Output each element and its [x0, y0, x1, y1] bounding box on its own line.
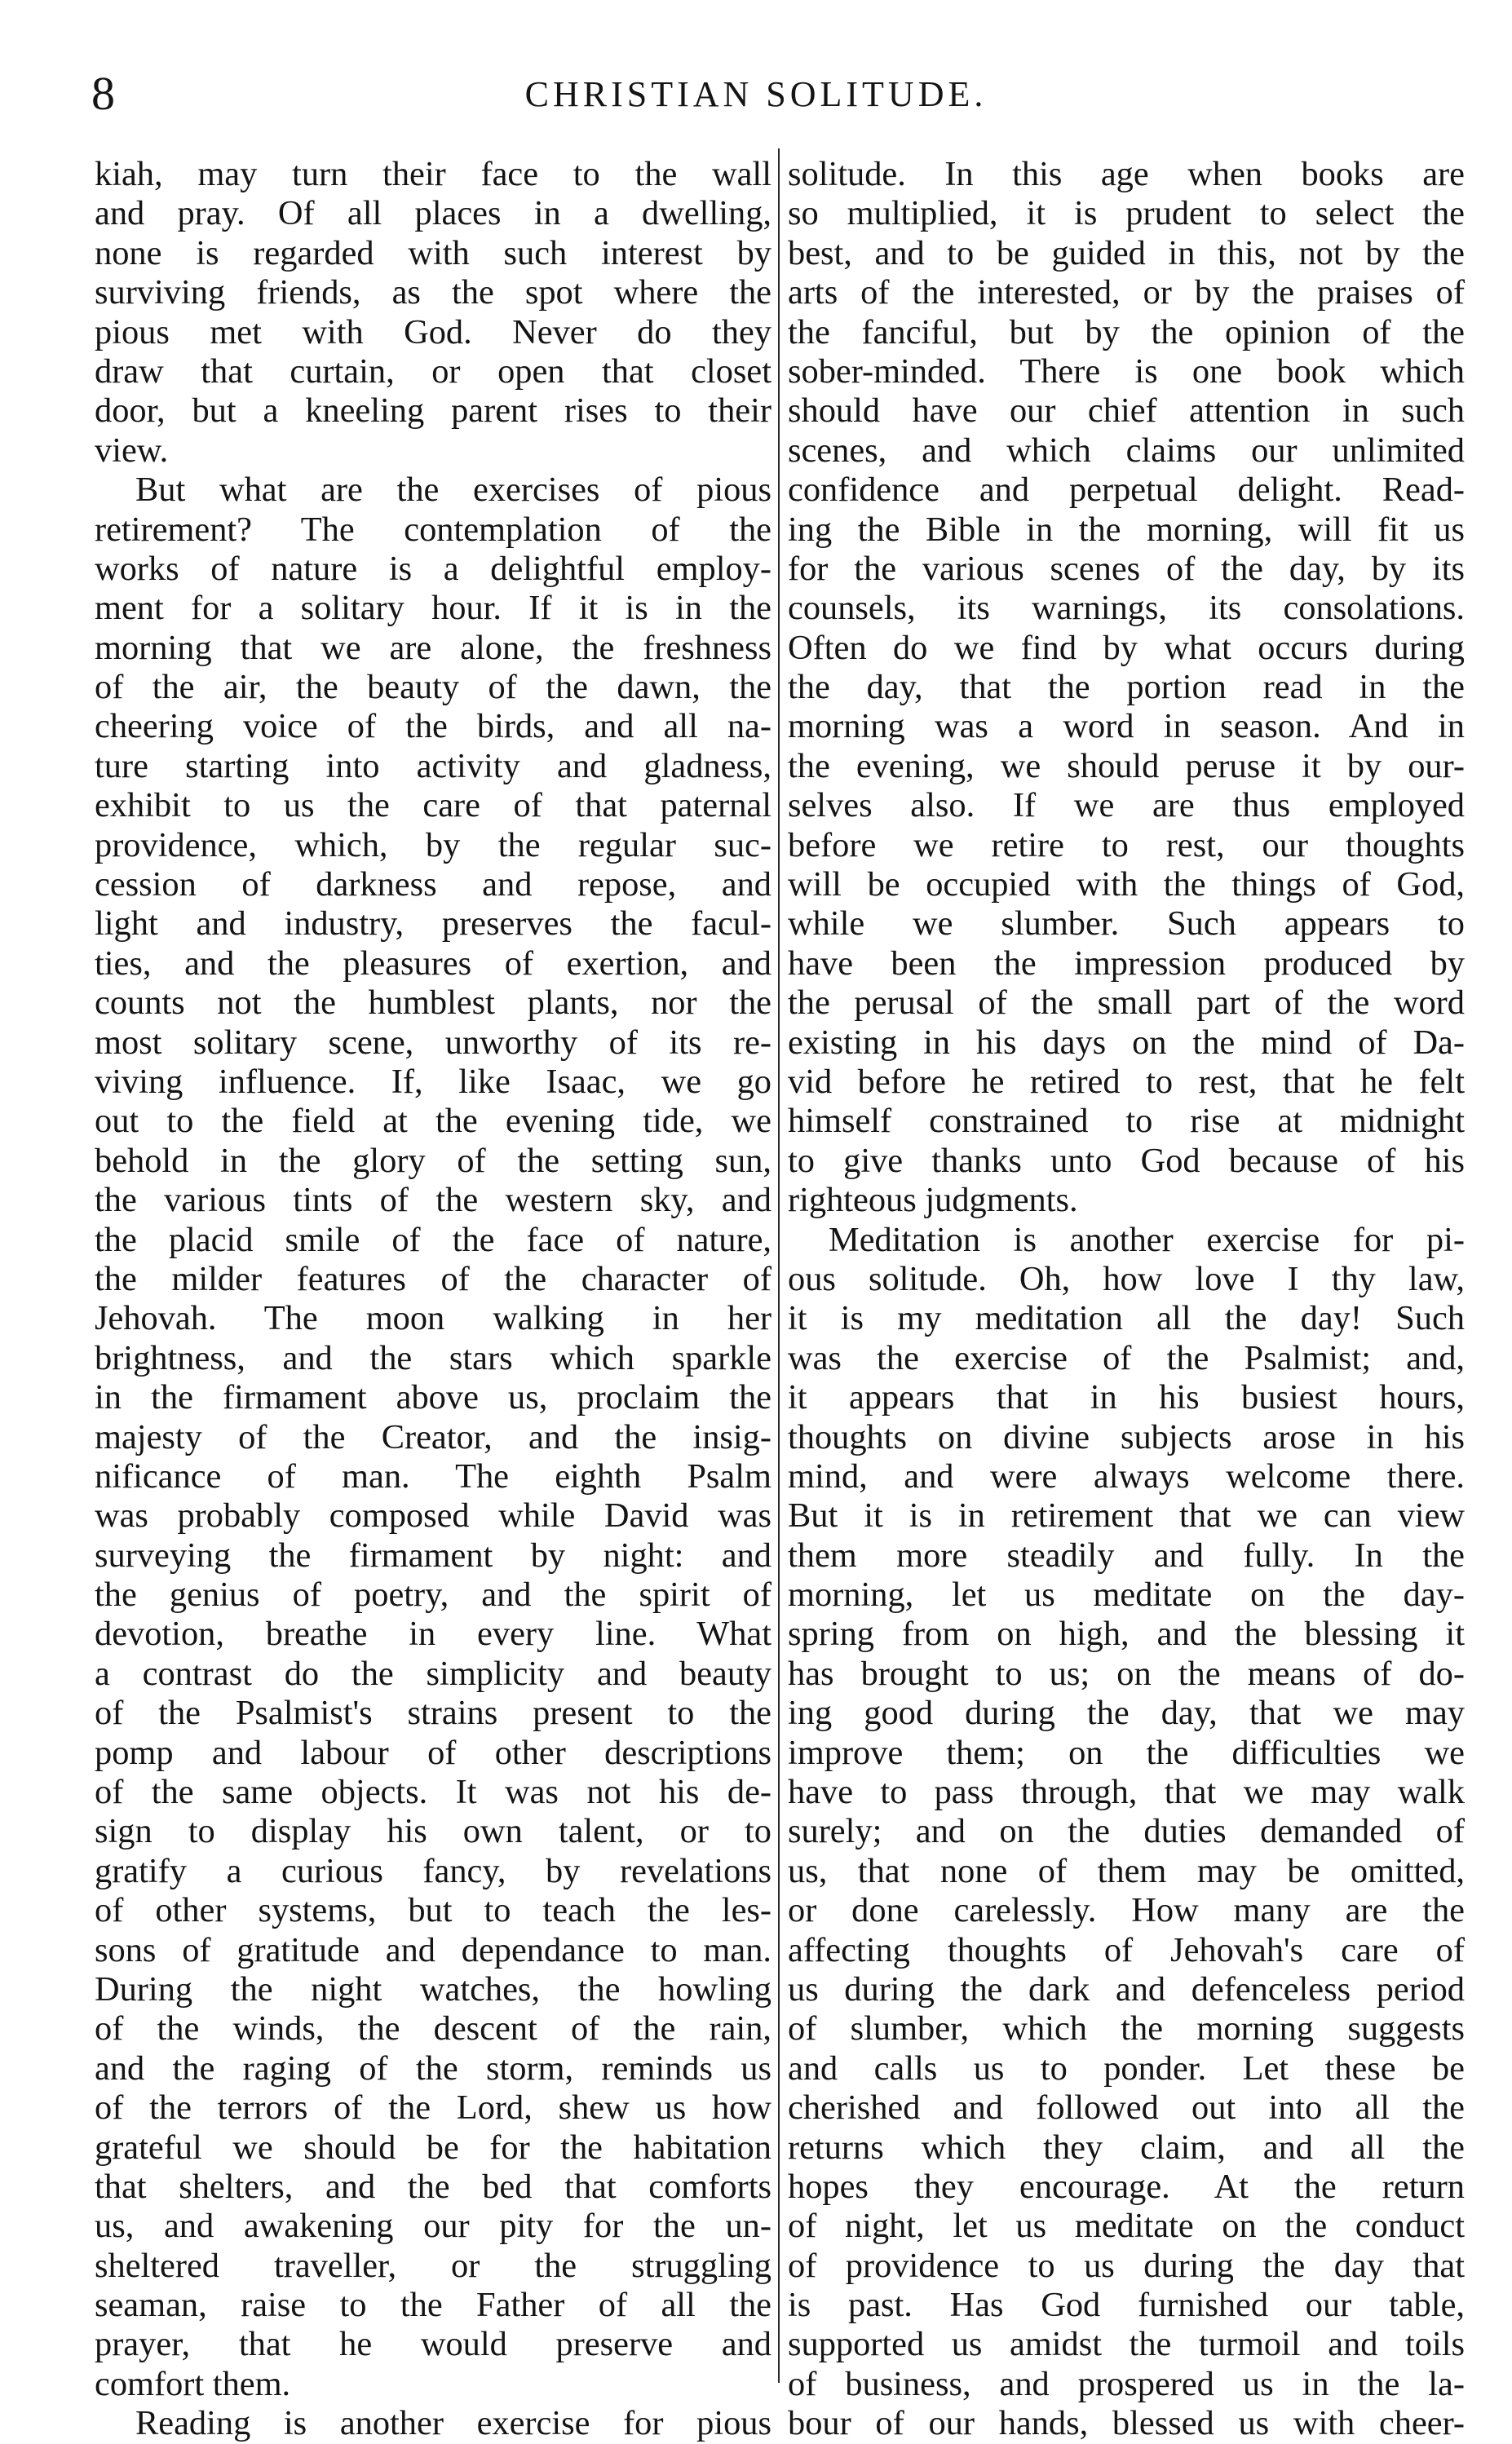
right-column-line: solitude. In this age when books are — [788, 155, 1465, 193]
left-column-line: works of nature is a delightful employ- — [95, 549, 771, 588]
left-column-line: and the raging of the storm, reminds us — [95, 2048, 771, 2088]
left-column-line: majesty of the Creator, and the insig- — [95, 1417, 771, 1456]
left-column-line: view. — [95, 431, 169, 470]
right-column-line: while we slumber. Such appears to — [788, 904, 1465, 944]
left-column-line: prayer, that he would preserve and — [95, 2325, 771, 2364]
right-column-line: Meditation is another exercise for pi- — [829, 1220, 1465, 1259]
left-column-line: Reading is another exercise for pious — [135, 2404, 771, 2443]
right-column-line: it appears that in his busiest hours, — [788, 1378, 1465, 1417]
right-column-line: the perusal of the small part of the word — [788, 983, 1465, 1023]
left-column-line: gratify a curious fancy, by revelations — [95, 1851, 771, 1890]
left-column-line: viving influence. If, like Isaac, we go — [95, 1062, 771, 1101]
left-column-line: ties, and the pleasures of exertion, and — [95, 944, 771, 983]
right-column-line: supported us amidst the turmoil and toils — [788, 2325, 1465, 2364]
right-column — [788, 155, 1465, 2444]
left-column-line: exhibit to us the care of that paternal — [95, 786, 771, 825]
right-column-line: was the exercise of the Psalmist; and, — [788, 1338, 1465, 1377]
right-column-line: existing in his days on the mind of Da- — [788, 1023, 1465, 1062]
right-column-line: before we retire to rest, our thoughts — [788, 825, 1465, 864]
right-column-line: thoughts on divine subjects arose in his — [788, 1417, 1465, 1456]
left-column-line: kiah, may turn their face to the wall — [95, 155, 771, 193]
left-column-line: most solitary scene, unworthy of its re- — [95, 1023, 771, 1062]
left-column-line: cheering voice of the birds, and all na- — [95, 707, 771, 746]
right-column-line: to give thanks unto God because of his — [788, 1141, 1465, 1180]
left-column-line: of the same objects. It was not his de- — [95, 1773, 771, 1812]
right-column-line: spring from on high, and the blessing it — [788, 1615, 1465, 1654]
right-column-line: surely; and on the duties demanded of — [788, 1812, 1465, 1851]
right-column-line: vid before he retired to rest, that he felt — [788, 1062, 1465, 1101]
right-column-line: of business, and prospered us in the la- — [788, 2364, 1465, 2403]
right-column-line: righteous judgments. — [788, 1181, 1078, 1220]
right-column-line: hopes they encourage. At the return — [788, 2167, 1465, 2206]
right-column-line: ous solitude. Oh, how love I thy law, — [788, 1259, 1465, 1298]
right-column-line: selves also. If we are thus employed — [788, 786, 1465, 825]
right-column-line: ing the Bible in the morning, will fit us — [788, 510, 1465, 549]
right-column-line: best, and to be guided in this, not by the — [788, 233, 1465, 272]
left-column-line: none is regarded with such interest by — [95, 233, 771, 272]
right-column-line: sober-minded. There is one book which — [788, 351, 1465, 391]
left-column-line: draw that curtain, or open that closet — [95, 351, 771, 391]
left-column-line: But what are the exercises of pious — [135, 471, 771, 510]
left-column-line: us, and awakening our pity for the un- — [95, 2207, 771, 2246]
left-column-line: sons of gratitude and dependance to man. — [95, 1930, 771, 1969]
right-column-line: them more steadily and fully. In the — [788, 1536, 1465, 1575]
right-column-line: and calls us to ponder. Let these be — [788, 2048, 1465, 2088]
right-column-line: the evening, we should peruse it by our- — [788, 746, 1465, 785]
left-column-line: sheltered traveller, or the struggling — [95, 2246, 771, 2285]
right-column-line: scenes, and which claims our unlimited — [788, 431, 1465, 470]
left-column-line: surviving friends, as the spot where the — [95, 273, 771, 312]
running-title: CHRISTIAN SOLITUDE. — [524, 74, 988, 114]
left-column-line: light and industry, preserves the facul- — [95, 904, 771, 944]
left-column-line: that shelters, and the bed that comforts — [95, 2167, 771, 2206]
left-column-line: comfort them. — [95, 2364, 291, 2403]
left-column-line: sign to display his own talent, or to — [95, 1812, 771, 1851]
right-column-line: so multiplied, it is prudent to select the — [788, 194, 1465, 233]
left-column-line: of the Psalmist's strains present to the — [95, 1694, 771, 1733]
left-column-line: cession of darkness and repose, and — [95, 865, 771, 904]
left-column-line: of the terrors of the Lord, shew us how — [95, 2088, 771, 2128]
left-column — [95, 155, 771, 2444]
left-column-line: providence, which, by the regular suc- — [95, 825, 771, 864]
right-column-line: confidence and perpetual delight. Read- — [788, 471, 1465, 510]
right-column-line: bour of our hands, blessed us with cheer- — [788, 2404, 1465, 2443]
left-column-line: grateful we should be for the habitation — [95, 2128, 771, 2167]
right-column-line: of slumber, which the morning suggests — [788, 2009, 1465, 2048]
right-column-line: is past. Has God furnished our table, — [788, 2286, 1465, 2325]
right-column-line: it is my meditation all the day! Such — [788, 1299, 1465, 1338]
left-column-line: of the winds, the descent of the rain, — [95, 2009, 771, 2048]
left-column-line: in the firmament above us, proclaim the — [95, 1378, 771, 1417]
left-column-line: the genius of poetry, and the spirit of — [95, 1576, 771, 1615]
left-column-line: out to the field at the evening tide, we — [95, 1102, 771, 1141]
left-column-line: seaman, raise to the Father of all the — [95, 2286, 771, 2325]
right-column-line: But it is in retirement that we can view — [788, 1496, 1465, 1536]
left-column-line: retirement? The contemplation of the — [95, 510, 771, 549]
column-divider — [778, 148, 780, 2383]
left-column-line: a contrast do the simplicity and beauty — [95, 1654, 771, 1693]
left-column-line: door, but a kneeling parent rises to their — [95, 391, 771, 431]
left-column-line: pomp and labour of other descriptions — [95, 1733, 771, 1772]
left-column-line: ment for a solitary hour. If it is in the — [95, 589, 771, 628]
page-number: 8 — [91, 67, 115, 120]
left-column-line: the placid smile of the face of nature, — [95, 1220, 771, 1259]
right-column-line: morning, let us meditate on the day- — [788, 1576, 1465, 1615]
left-column-line: pious met with God. Never do they — [95, 312, 771, 351]
left-column-line: and pray. Of all places in a dwelling, — [95, 194, 771, 233]
left-column-line: behold in the glory of the setting sun, — [95, 1141, 771, 1180]
right-column-line: us during the dark and defenceless period — [788, 1969, 1465, 2009]
left-column-line: nificance of man. The eighth Psalm — [95, 1456, 771, 1496]
right-column-line: himself constrained to rise at midnight — [788, 1102, 1465, 1141]
right-column-line: mind, and were always welcome there. — [788, 1456, 1465, 1496]
right-column-line: of providence to us during the day that — [788, 2246, 1465, 2285]
right-column-line: the day, that the portion read in the — [788, 668, 1465, 707]
left-column-line: was probably composed while David was — [95, 1496, 771, 1536]
right-column-line: arts of the interested, or by the praises of — [788, 273, 1465, 312]
left-column-line: of the air, the beauty of the dawn, the — [95, 668, 771, 707]
right-column-line: of night, let us meditate on the conduct — [788, 2207, 1465, 2246]
right-column-line: returns which they claim, and all the — [788, 2128, 1465, 2167]
left-column-line: of other systems, but to teach the les- — [95, 1891, 771, 1930]
right-column-line: us, that none of them may be omitted, — [788, 1851, 1465, 1890]
right-column-line: the fanciful, but by the opinion of the — [788, 312, 1465, 351]
right-column-line: Often do we find by what occurs during — [788, 628, 1465, 667]
left-column-line: counts not the humblest plants, nor the — [95, 983, 771, 1023]
left-column-line: brightness, and the stars which sparkle — [95, 1338, 771, 1377]
right-column-line: for the various scenes of the day, by its — [788, 549, 1465, 588]
left-column-line: ture starting into activity and gladness, — [95, 746, 771, 785]
left-column-line: surveying the firmament by night: and — [95, 1536, 771, 1575]
right-column-line: counsels, its warnings, its consolations. — [788, 589, 1465, 628]
right-column-line: cherished and followed out into all the — [788, 2088, 1465, 2128]
right-column-line: have been the impression produced by — [788, 944, 1465, 983]
left-column-line: Jehovah. The moon walking in her — [95, 1299, 771, 1338]
left-column-line: the milder features of the character of — [95, 1259, 771, 1298]
left-column-line: the various tints of the western sky, and — [95, 1181, 771, 1220]
right-column-line: have to pass through, that we may walk — [788, 1773, 1465, 1812]
right-column-line: will be occupied with the things of God, — [788, 865, 1465, 904]
right-column-line: has brought to us; on the means of do- — [788, 1654, 1465, 1693]
right-column-line: improve them; on the difficulties we — [788, 1733, 1465, 1772]
right-column-line: or done carelessly. How many are the — [788, 1891, 1465, 1930]
right-column-line: should have our chief attention in such — [788, 391, 1465, 431]
left-column-line: devotion, breathe in every line. What — [95, 1615, 771, 1654]
right-column-line: ing good during the day, that we may — [788, 1694, 1465, 1733]
right-column-line: morning was a word in season. And in — [788, 707, 1465, 746]
left-column-line: During the night watches, the howling — [95, 1969, 771, 2009]
right-column-line: affecting thoughts of Jehovah's care of — [788, 1930, 1465, 1969]
left-column-line: morning that we are alone, the freshness — [95, 628, 771, 667]
